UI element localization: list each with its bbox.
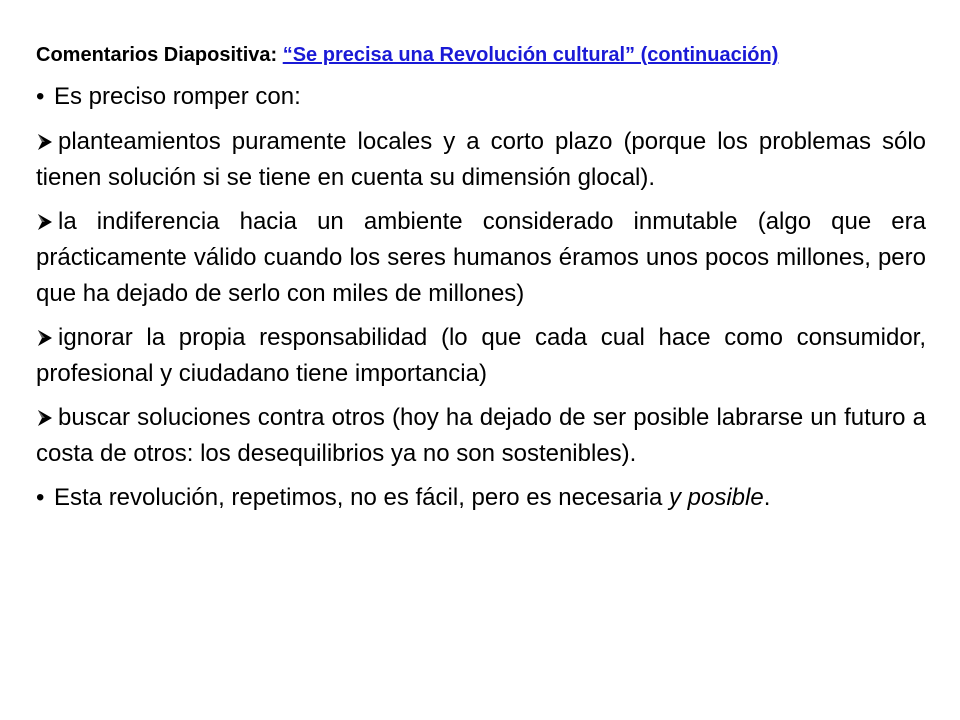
closing-bullet-italic: y posible: [668, 484, 764, 511]
list-item-text: buscar soluciones contra otros (hoy ha dejado de ser posible labrarse un futuro a costa de otros: los desequilibrios ya no son sostenibles).: [36, 404, 926, 467]
arrow-bullet-icon: [36, 409, 54, 427]
list-item-text: planteamientos puramente locales y a corto plazo (porque los problemas sólo tienen solución si se tiene en cuenta su dimensión glocal).: [36, 128, 926, 191]
arrow-bullet-icon: [36, 133, 54, 151]
slide-title-link[interactable]: “Se precisa una Revolución cultural” (continuación): [282, 44, 779, 66]
heading-prefix: Comentarios Diapositiva:: [36, 44, 283, 66]
closing-bullet: [36, 480, 926, 515]
list-item-text: la indiferencia hacia un ambiente considerado inmutable (algo que era prácticamente válido cuando los seres humanos éramos unos pocos millones, pero que ha dejado de serlo con miles de millones): [36, 208, 926, 307]
list-item: [36, 124, 926, 196]
arrow-bullet-icon: [36, 329, 54, 347]
closing-bullet-text: Esta revolución, repetimos, no es fácil, pero es necesaria: [54, 484, 669, 511]
slide-comment-heading: [36, 42, 926, 69]
intro-bullet-text: Es preciso romper con:: [54, 83, 301, 110]
list-item-text: ignorar la propia responsabilidad (lo que cada cual hace como consumidor, profesional y ciudadano tiene importancia): [36, 324, 926, 387]
closing-bullet-end: .: [763, 484, 771, 511]
bullet-dot: •: [36, 83, 45, 110]
arrow-bullet-icon: [36, 213, 54, 231]
intro-bullet: [36, 79, 926, 114]
list-item: [36, 204, 926, 312]
list-item: [36, 320, 926, 392]
bullet-dot: •: [36, 484, 45, 511]
list-item: [36, 400, 926, 472]
